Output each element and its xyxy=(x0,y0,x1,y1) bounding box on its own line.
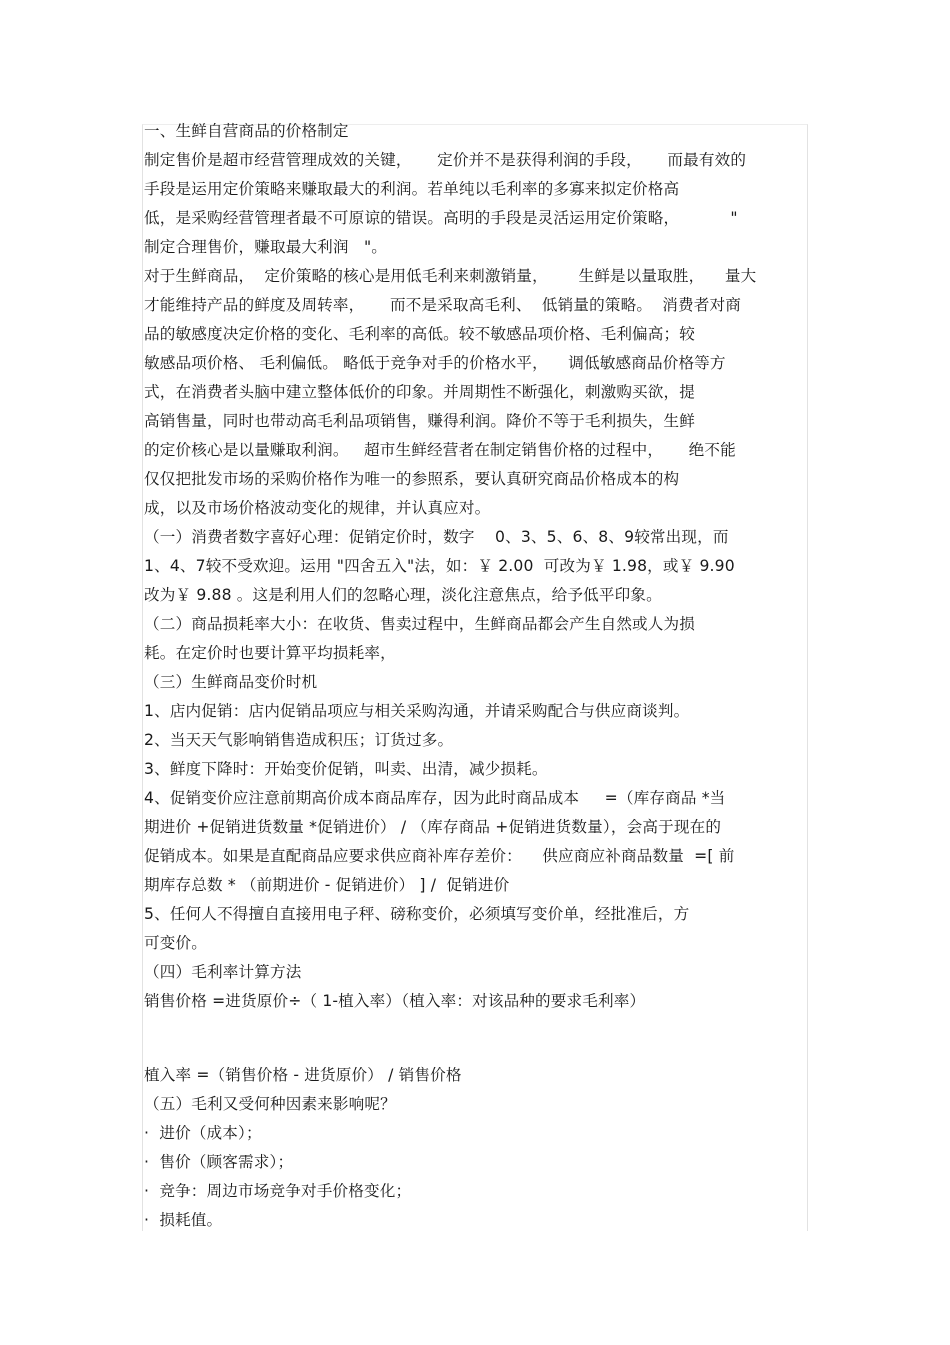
paragraph-line: 制定合理售价，赚取最大利润 "。 xyxy=(144,238,388,256)
bullet-item: · 进价（成本）； xyxy=(144,1124,262,1142)
paragraph-line: 手段是运用定价策略来赚取最大的利润。若单纯以毛利率的多寡来拟定价格高 xyxy=(144,180,680,198)
paragraph-line: 对于生鲜商品， 定价策略的核心是用低毛利来刺激销量， 生鲜是以量取胜， 量大 xyxy=(144,267,757,285)
list-item: 5、任何人不得擅自直接用电子秤、磅称变价，必须填写变价单，经批准后，方 xyxy=(144,905,690,923)
paragraph-line: 制定售价是超市经营管理成效的关键， 定价并不是获得利润的手段， 而最有效的 xyxy=(144,151,747,169)
section-heading: 一、生鲜自营商品的价格制定 xyxy=(144,122,349,140)
paragraph-line: 1、4、7较不受欢迎。运用 "四舍五入"法，如：￥ 2.00 可改为￥ 1.98，或￥ 9.90 xyxy=(144,557,735,575)
paragraph-line: 期进价 +促销进货数量 *促销进价） / （库存商品 +促销进货数量），会高于现在的 xyxy=(144,818,722,836)
subsection-heading: （四）毛利率计算方法 xyxy=(144,963,302,981)
list-item: 4、促销变价应注意前期高价成本商品库存，因为此时商品成本 =（库存商品 *当 xyxy=(144,789,726,807)
list-item: 1、店内促销：店内促销品项应与相关采购沟通，并请采购配合与供应商谈判。 xyxy=(144,702,690,720)
bullet-item: · 竞争：周边市场竞争对手价格变化； xyxy=(144,1182,412,1200)
paragraph-line: 的定价核心是以量赚取利润。 超市生鲜经营者在制定销售价格的过程中， 绝不能 xyxy=(144,441,736,459)
list-item: 3、鲜度下降时：开始变价促销，叫卖、出清，减少损耗。 xyxy=(144,760,548,778)
paragraph-line: 改为￥ 9.88 。这是利用人们的忽略心理，淡化注意焦点，给予低平印象。 xyxy=(144,586,662,604)
list-item: 2、当天天气影响销售造成积压；订货过多。 xyxy=(144,731,454,749)
paragraph-line: 高销售量，同时也带动高毛利品项销售，赚得利润。降价不等于毛利损失，生鲜 xyxy=(144,412,696,430)
paragraph-line: 品的敏感度决定价格的变化、毛利率的高低。较不敏感品项价格、毛利偏高；较 xyxy=(144,325,696,343)
paragraph-line: 促销成本。如果是直配商品应要求供应商补库存差价： 供应商应补商品数量 =[ 前 xyxy=(144,847,735,865)
formula-line: 销售价格 =进货原价÷（ 1-植入率）（植入率：对该品种的要求毛利率） xyxy=(144,992,646,1010)
bullet-item: · 售价（顾客需求）； xyxy=(144,1153,294,1171)
formula-line: 植入率 =（销售价格 - 进货原价） / 销售价格 xyxy=(144,1066,462,1084)
paragraph-line: 成，以及市场价格波动变化的规律，并认真应对。 xyxy=(144,499,491,517)
paragraph-line: 才能维持产品的鲜度及周转率， 而不是采取高毛利、 低销量的策略。 消费者对商 xyxy=(144,296,741,314)
blank-line xyxy=(144,1017,806,1044)
bullet-item: · 损耗值。 xyxy=(144,1211,223,1229)
paragraph-line: 期库存总数 * （前期进价 - 促销进价） ] / 促销进价 xyxy=(144,876,510,894)
paragraph-line: 耗。在定价时也要计算平均损耗率， xyxy=(144,644,396,662)
paragraph-line: （一）消费者数字喜好心理：促销定价时，数字 0、3、5、6、8、9较常出现，而 xyxy=(144,528,729,546)
paragraph-line: 仅仅把批发市场的采购价格作为唯一的参照系，要认真研究商品价格成本的构 xyxy=(144,470,680,488)
paragraph-line: 低，是采购经营管理者最不可原谅的错误。高明的手段是灵活运用定价策略， " xyxy=(144,209,738,227)
paragraph-line: 可变价。 xyxy=(144,934,207,952)
paragraph-line: 敏感品项价格、 毛利偏低。 略低于竞争对手的价格水平， 调低敏感商品价格等方 xyxy=(144,354,726,372)
subsection-heading: （三）生鲜商品变价时机 xyxy=(144,673,318,691)
subsection-heading: （五）毛利又受何种因素来影响呢？ xyxy=(144,1095,396,1113)
paragraph-line: （二）商品损耗率大小：在收货、售卖过程中，生鲜商品都会产生自然或人为损 xyxy=(144,615,696,633)
paragraph-line: 式，在消费者头脑中建立整体低价的印象。并周期性不断强化，刺激购买欲，提 xyxy=(144,383,696,401)
